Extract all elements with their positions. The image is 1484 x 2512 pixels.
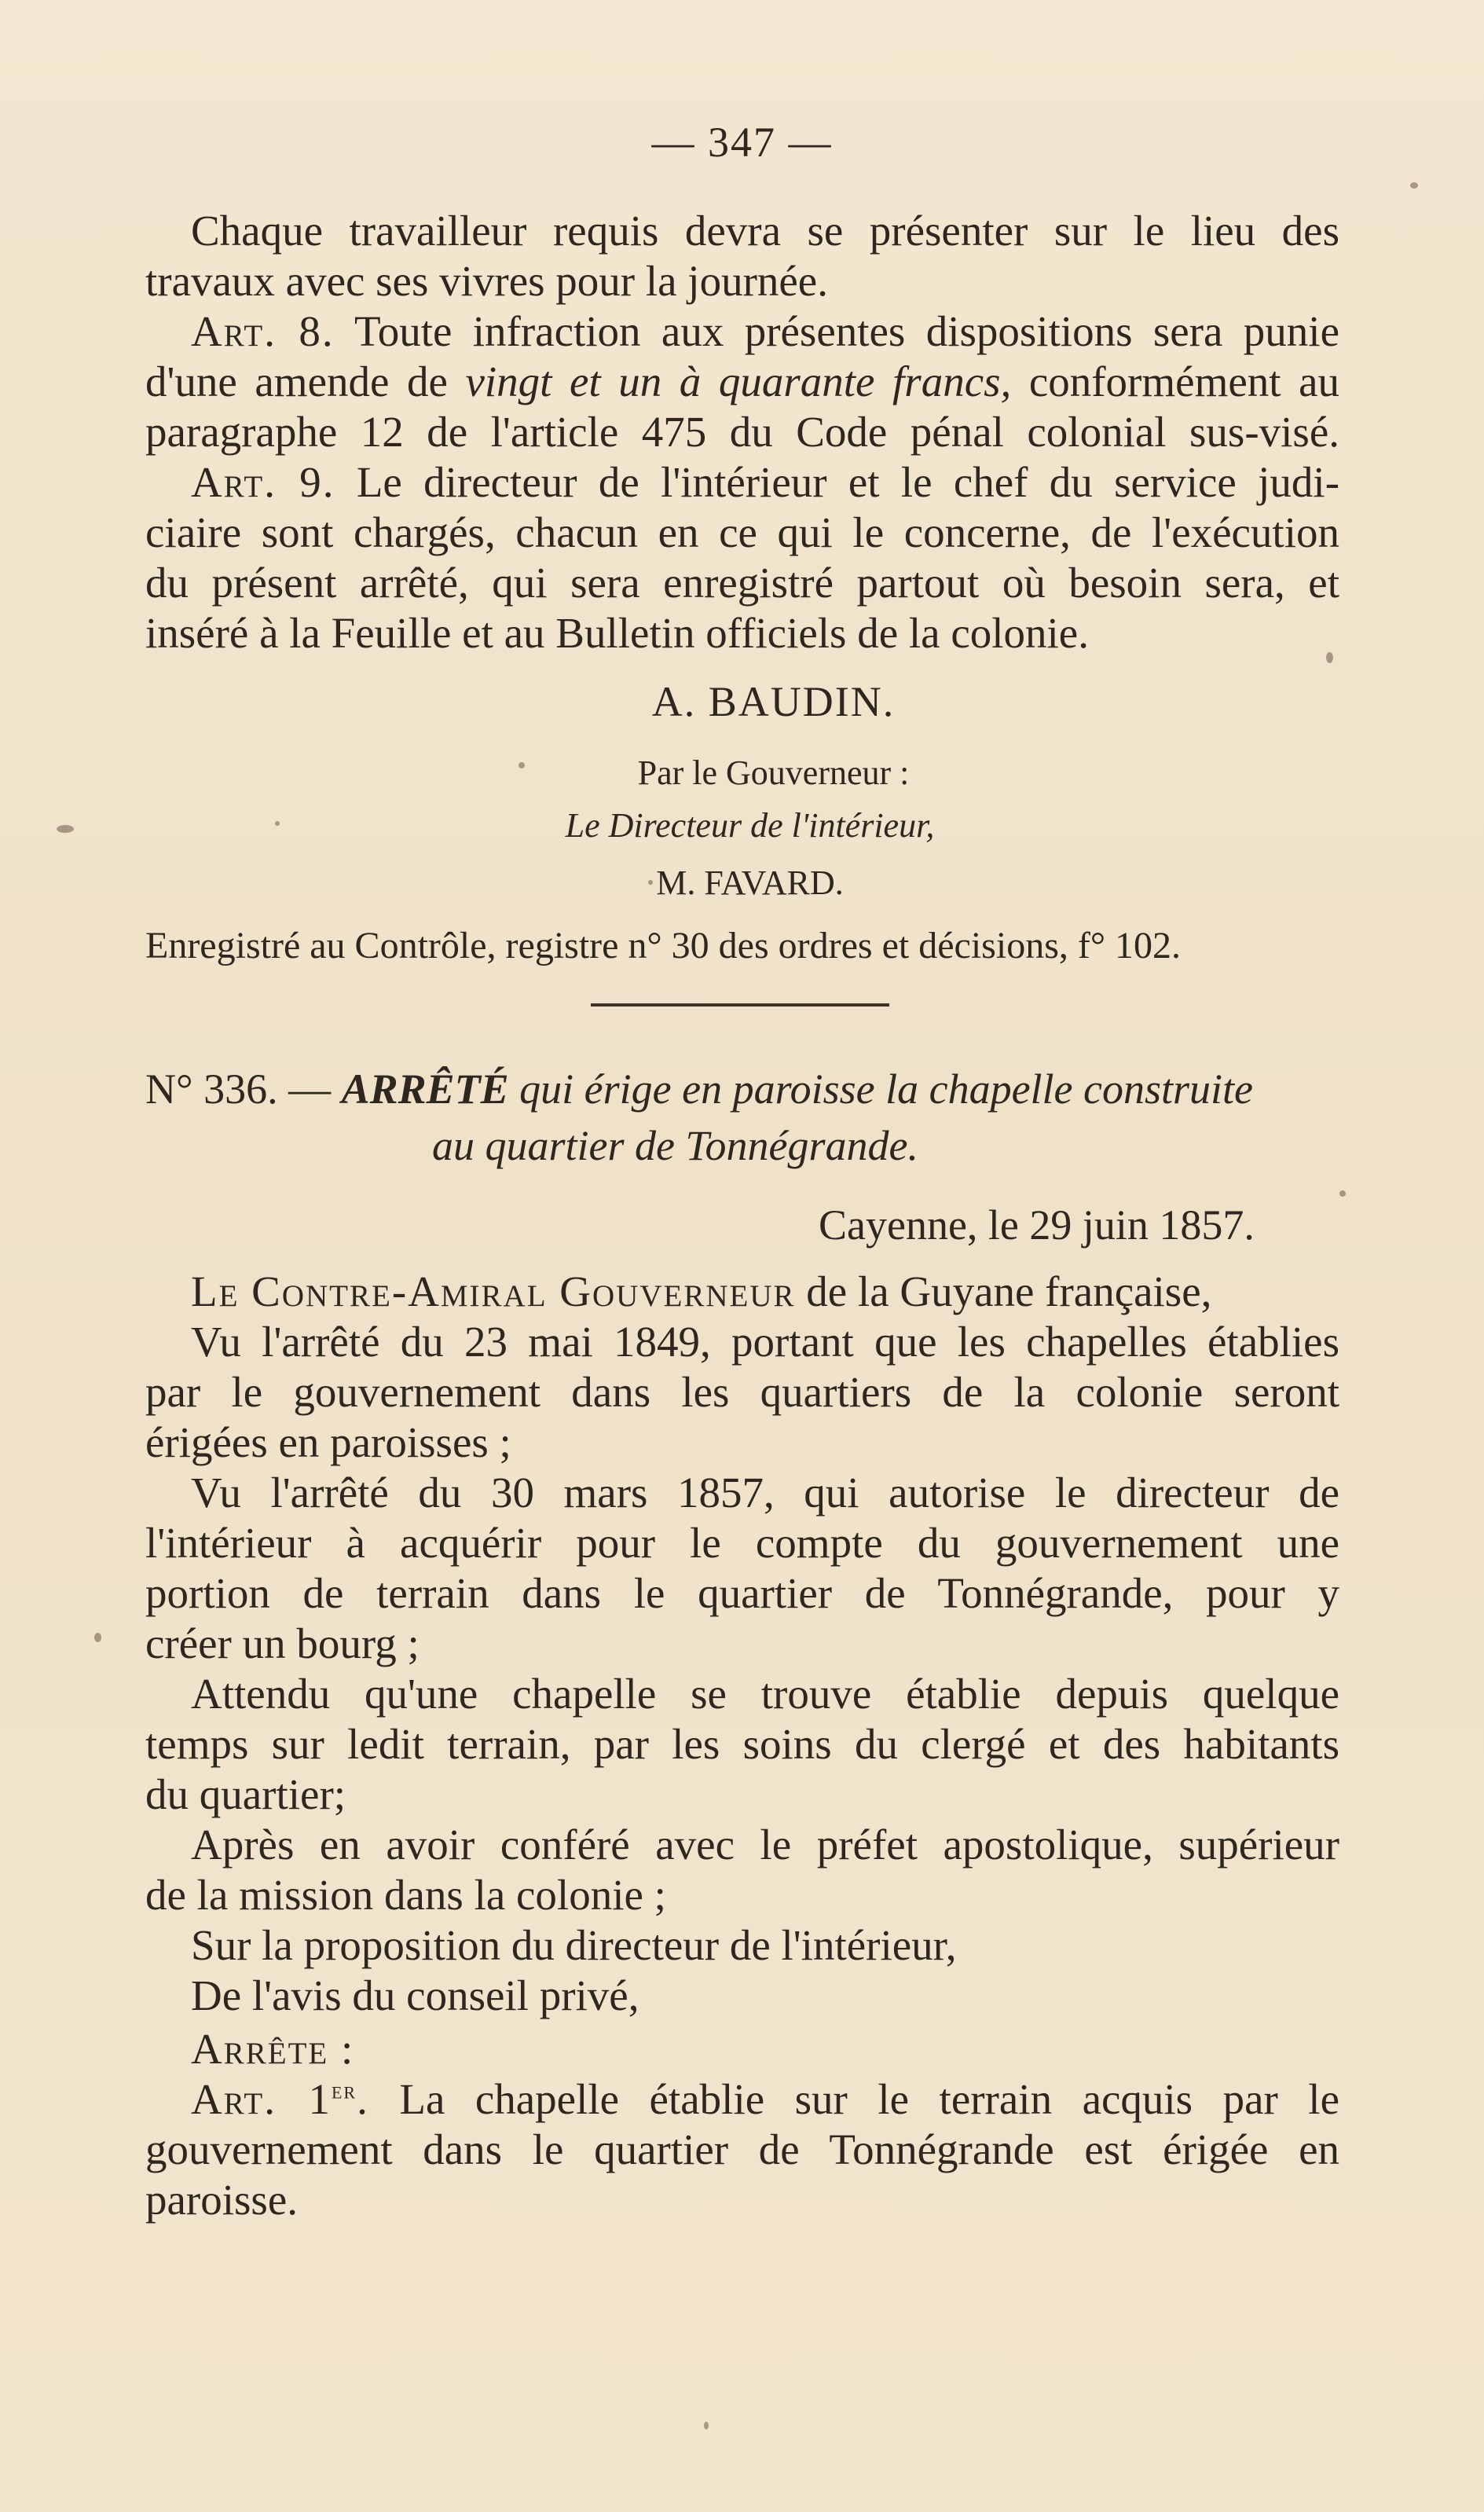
director-title: Le Directeur de l'intérieur, <box>565 806 935 845</box>
text-line <box>145 357 1339 407</box>
authority: Le Contre-Amiral Gouverneur <box>191 1267 796 1315</box>
text-line: portion de terrain dans le quartier de Tonnégrande, pour y <box>145 1569 1339 1617</box>
text-line: Vu l'arrêté du 23 mai 1849, portant que les chapelles établies <box>191 1318 1339 1366</box>
ink-speck <box>1339 1190 1346 1197</box>
text-line: l'intérieur à acquérir pour le compte du gouvernement une <box>145 1519 1339 1567</box>
director-name: M. FAVARD. <box>656 864 844 902</box>
text-line: créer un bourg ; <box>145 1619 420 1667</box>
text-line: paragraphe 12 de l'article 475 du Code pénal colonial sus-visé. <box>145 408 1339 456</box>
act-heading <box>145 1061 1339 1174</box>
text-line: inséré à la Feuille et au Bulletin officiels de la colonie. <box>145 609 1089 657</box>
registration-note: Enregistré au Contrôle, registre n° 30 des ordres et décisions, f° 102. <box>145 925 1182 966</box>
text-line: travaux avec ses vivres pour la journée. <box>145 257 828 305</box>
article-text: d'une amende de <box>145 358 448 405</box>
text-line <box>145 1267 1339 1317</box>
authority-rest: de la Guyane française, <box>806 1267 1212 1315</box>
article-label: Art. 9. <box>191 458 335 506</box>
page-number: — 347 — <box>651 119 833 166</box>
text-line: temps sur ledit terrain, par les soins du clergé et des habitants <box>145 1720 1339 1768</box>
act-title-keyword: ARRÊTÉ <box>341 1065 509 1113</box>
article-8 <box>145 306 1339 457</box>
section-divider <box>591 1003 889 1007</box>
act-title: qui érige en paroisse la chapelle construite <box>519 1065 1253 1113</box>
amount-italic: vingt et un à quarante francs, <box>465 358 1012 405</box>
text-line: Chaque travailleur requis devra se présenter sur le lieu des <box>191 207 1339 255</box>
act-number: N° 336. — <box>145 1065 332 1113</box>
text-line <box>145 2074 1339 2125</box>
text-line <box>145 306 1339 357</box>
preamble <box>145 1267 1339 2225</box>
article-text: Toute infraction aux présentes dispositions sera punie <box>354 307 1339 355</box>
text-line: paroisse. <box>145 2176 298 2224</box>
text-line: du quartier; <box>145 1770 346 1818</box>
arrete-label: Arrête : <box>191 2025 355 2073</box>
article-label: Art. 8. <box>191 307 335 355</box>
text-line: Attendu qu'une chapelle se trouve établie depuis quelque <box>191 1670 1339 1718</box>
governor-signature: A. BAUDIN. <box>651 678 896 725</box>
text-line <box>145 457 1339 508</box>
text-line: Sur la proposition du directeur de l'intérieur, <box>191 1921 957 1969</box>
text-line: Après en avoir conféré avec le préfet apostolique, supérieur <box>191 1821 1339 1868</box>
ink-speck <box>704 2422 709 2429</box>
closing-paragraph <box>145 206 1339 306</box>
act-title-continued: au quartier de Tonnégrande. <box>432 1122 918 1169</box>
text-line: par le gouvernement dans les quartiers de la colonie seront <box>145 1368 1339 1416</box>
text-line: Vu l'arrêté du 30 mars 1857, qui autorise le directeur de <box>191 1469 1339 1516</box>
text-line: de la mission dans la colonie ; <box>145 1871 666 1919</box>
text-line: De l'avis du conseil privé, <box>191 1971 639 2019</box>
text-line <box>145 1061 1339 1117</box>
article-label: Art. 1er. <box>191 2075 369 2123</box>
article-9 <box>145 457 1339 658</box>
article-text: La chapelle établie sur le terrain acquis par le <box>399 2075 1339 2123</box>
dateline: Cayenne, le 29 juin 1857. <box>819 1201 1255 1249</box>
ink-speck <box>94 1633 101 1642</box>
article-text: conformément au <box>1028 358 1340 405</box>
text-line: du présent arrêté, qui sera enregistré partout où besoin sera, et <box>145 559 1339 607</box>
by-governor: Par le Gouverneur : <box>637 754 910 792</box>
text-line: ciaire sont chargés, chacun en ce qui le concerne, de l'exécution <box>145 508 1339 556</box>
article-text: Le directeur de l'intérieur et le chef du service judi- <box>356 458 1340 506</box>
ink-speck <box>1410 182 1418 189</box>
text-line: gouvernement dans le quartier de Tonnégrande est érigée en <box>145 2125 1339 2173</box>
text-line: érigées en paroisses ; <box>145 1418 511 1466</box>
